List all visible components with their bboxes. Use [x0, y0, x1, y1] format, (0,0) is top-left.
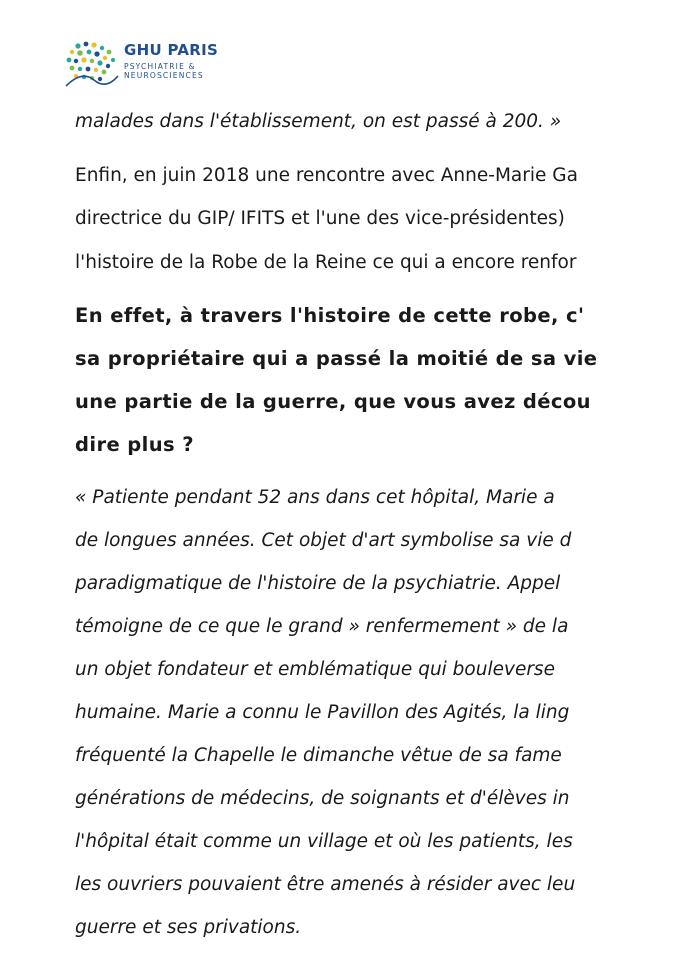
answer-line-5: un objet fondateur et emblématique qui bouleverse [75, 659, 555, 680]
question-line-1: En effet, à travers l'histoire de cette robe, c' [75, 304, 585, 327]
para1-line-3: l'histoire de la Robe de la Reine ce qui a encore renfor [75, 252, 577, 273]
dotted-brain-logo-icon [64, 40, 120, 90]
answer-line-8: générations de médecins, de soignants et d'élèves in [75, 788, 570, 809]
question-line-3: une partie de la guerre, que vous avez décou [75, 390, 591, 413]
answer-line-11: guerre et ses privations. [75, 917, 302, 938]
answer-line-9: l'hôpital était comme un village et où les patients, les [75, 831, 573, 852]
logo-subtitle [124, 62, 204, 80]
para1-line-1: Enfin, en juin 2018 une rencontre avec Anne-Marie Ga [75, 165, 578, 186]
text-line-top: malades dans l'établissement, on est passé à 200. » [75, 111, 562, 132]
answer-line-6: humaine. Marie a connu le Pavillon des Agités, la ling [75, 702, 570, 723]
logo-subtitle-line-1: PSYCHIATRIE & [124, 62, 196, 71]
logo-title: GHU PARIS [124, 41, 219, 59]
logo-subtitle-line-2: NEUROSCIENCES [124, 71, 204, 80]
answer-line-1: « Patiente pendant 52 ans dans cet hôpital, Marie a [75, 487, 555, 508]
answer-line-2: de longues années. Cet objet d'art symbolise sa vie d [75, 530, 572, 551]
para1-line-2: directrice du GIP/ IFITS et l'une des vice-présidentes) [75, 208, 565, 229]
answer-line-4: témoigne de ce que le grand » renfermement » de la [75, 616, 569, 637]
answer-line-7: fréquenté la Chapelle le dimanche vêtue de sa fame [75, 745, 562, 766]
ghu-paris-logo [64, 40, 234, 92]
question-line-2: sa propriétaire qui a passé la moitié de sa vie [75, 347, 598, 370]
answer-line-10: les ouvriers pouvaient être amenés à résider avec leu [75, 874, 576, 895]
answer-line-3: paradigmatique de l'histoire de la psychiatrie. Appel [75, 573, 561, 594]
question-line-4: dire plus ? [75, 433, 194, 456]
